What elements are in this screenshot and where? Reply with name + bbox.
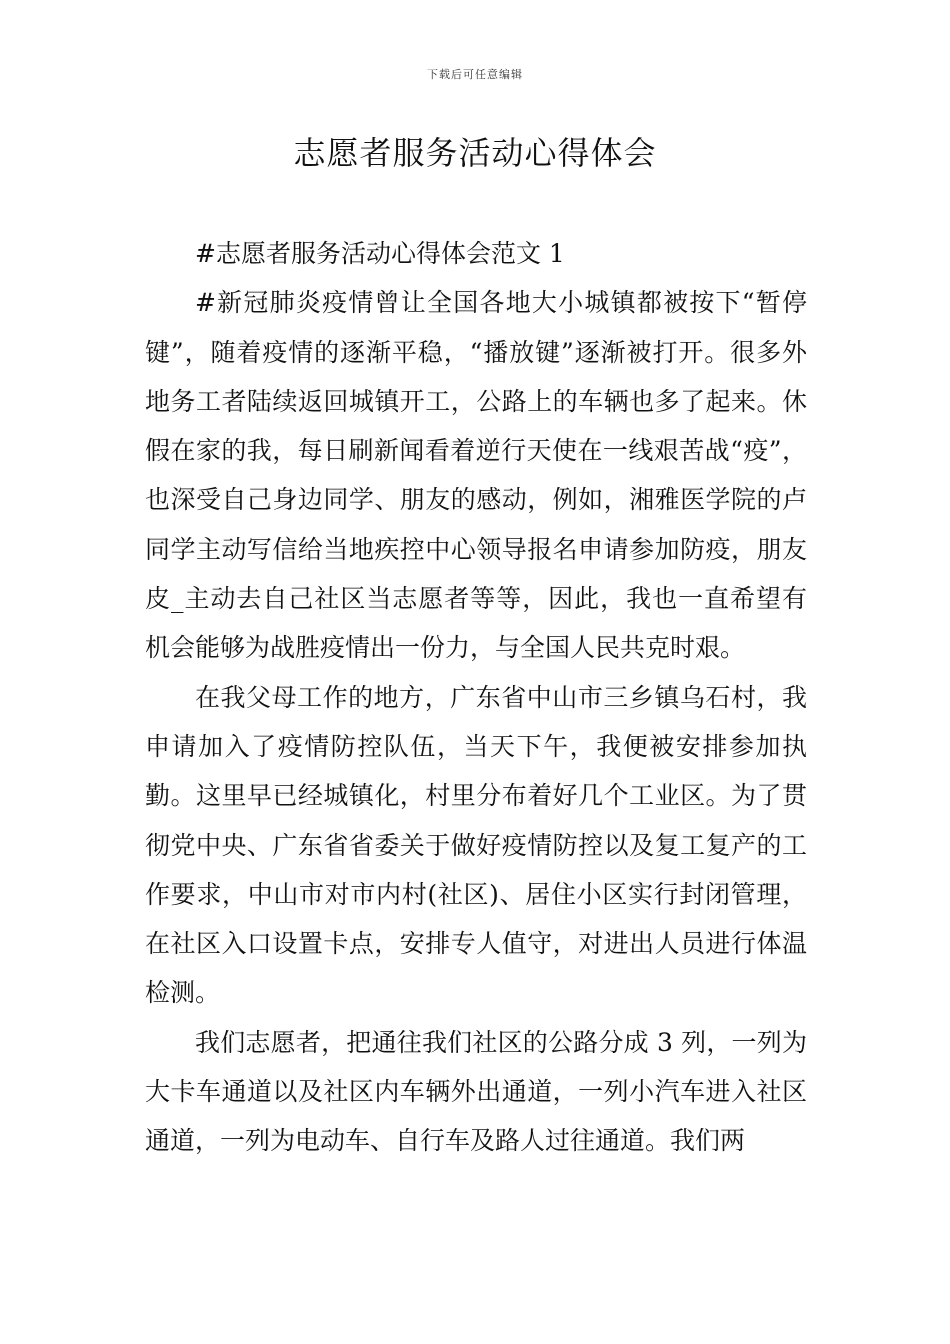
header-note: 下载后可任意编辑	[427, 68, 523, 81]
paragraph: #新冠肺炎疫情曾让全国各地大小城镇都被按下“暂停键”，随着疫情的逐渐平稳，“播放键”逐渐被打开。很多外地务工者陆续返回城镇开工，公路上的车辆也多了起来。休假在家的我，每日刷新闻看着逆行天使在一线艰苦战“疫”，也深受自己身边同学、朋友的感动，例如，湘雅医学院的卢同学主动写信给当地疾控中心领导报名申请参加防疫，朋友皮_主动去自己社区当志愿者等等，因此，我也一直希望有机会能够为战胜疫情出一份力，与全国人民共克时艰。	[145, 288, 807, 663]
paragraph: 在我父母工作的地方，广东省中山市三乡镇乌石村，我申请加入了疫情防控队伍，当天下午，我便被安排参加执勤。这里早已经城镇化，村里分布着好几个工业区。为了贯彻党中央、广东省省委关于做好疫情防控以及复工复产的工作要求，中山市对市内村(社区)、居住小区实行封闭管理，在社区入口设置卡点，安排专人值守，对进出人员进行体温检测。	[145, 682, 807, 1008]
document-body	[145, 229, 807, 1166]
paragraph-subtitle: #志愿者服务活动心得体会范文 1	[195, 239, 565, 268]
paragraph: 我们志愿者，把通往我们社区的公路分成 3 列，一列为大卡车通道以及社区内车辆外出通道，一列小汽车进入社区通道，一列为电动车、自行车及路人过往通道。我们两	[145, 1027, 807, 1156]
document-title: 志愿者服务活动心得体会	[293, 134, 657, 172]
